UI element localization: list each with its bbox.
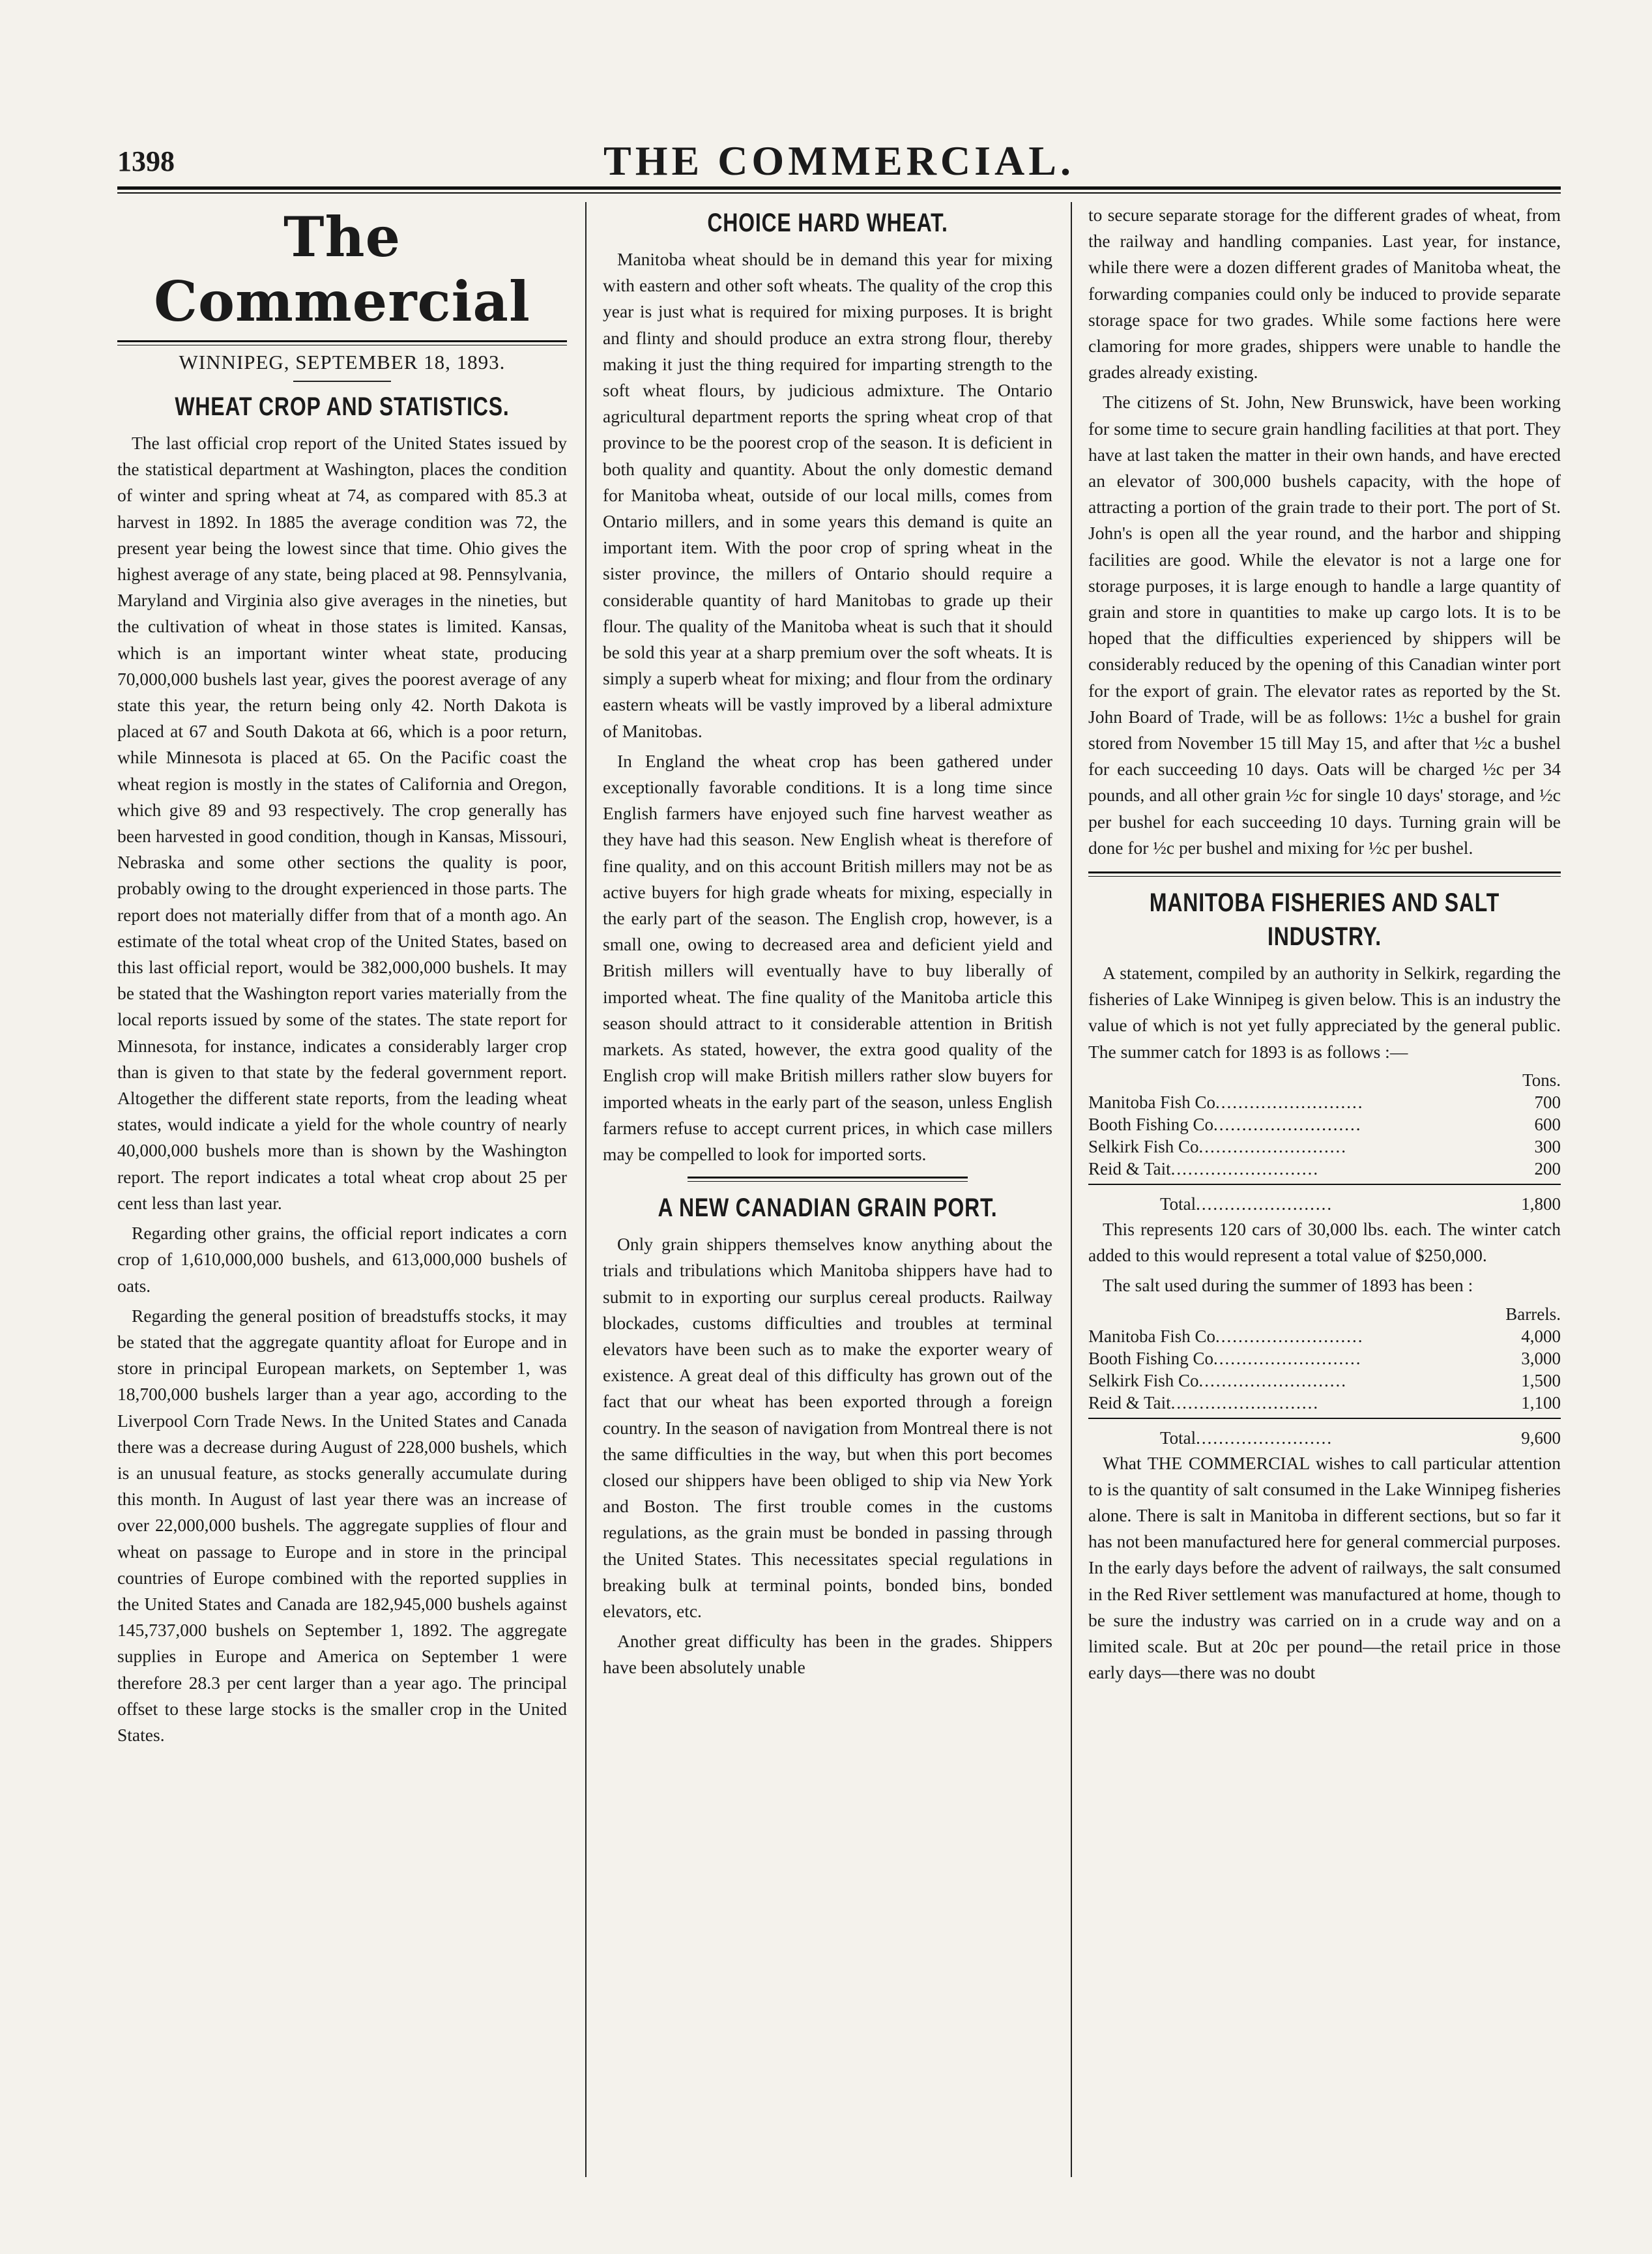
- leader-dots: ..........................: [1213, 1114, 1362, 1134]
- paragraph: In England the wheat crop has been gathered under exceptionally favorable conditions. It is a long time since English farmers have enjoyed such fine harvest weather as they have had this season. New English wheat is therefore of fine quality, and on this account British millers may not be as active buyers for high grade wheats for mixing, especially in the early part of the season. The English crop, however, is a small one, owing to decreased area and deficient yield and British millers will eventually have to buy liberally of imported wheat. The fine quality of the Manitoba article this season should attract to it considerable attention in British markets. As stated, however, the extra good quality of the English crop will make British millers rather slow buyers for imported wheats in the early part of the season, unless English farmers refuse to accept current prices, in which case millers may be compelled to look for imported sorts.: [603, 750, 1052, 1164]
- table-row: [1088, 1135, 1561, 1158]
- article-heading-grain-port: A NEW CANADIAN GRAIN PORT.: [658, 1193, 998, 1223]
- table-row: [1088, 1158, 1561, 1180]
- paragraph: The citizens of St. John, New Brunswick, have been working for some time to secure grain handling facilities at that port. They have at last taken the matter in their own hands, and have erected an elevator of 300,000 bushels capacity, with the hope of attracting a portion of the grain trade to their port. The port of St. John's is open all the year round, and the harbor and shipping facilities are good. While the elevator is not a large one for storage purposes, it is large enough to handle a large quantity of grain and store in quantities to make up cargo lots. It is to be hoped that the difficulties experienced by shippers will be considerably reduced by the opening of this Canadian winter port for the export of grain. The elevator rates as reported by the St. John Board of Trade, will be as follows: 1½c a bushel for grain stored from November 15 till May 15, and after that ½c a bushel for each succeeding 10 days. Oats will be charged ½c per 34 pounds, and all other grain ½c for single 10 days' storage, and ½c per bushel for each succeeding 10 days. Turning grain will be done for ½c per bushel and mixing for ½c per bushel.: [1088, 392, 1561, 858]
- total-rule: [1088, 1184, 1561, 1185]
- leader-dots: ..........................: [1213, 1348, 1362, 1368]
- dateline-rule: [293, 381, 391, 382]
- table-row: [1088, 1113, 1561, 1135]
- company-name: Selkirk Fish Co: [1088, 1136, 1199, 1156]
- catch-total: [1088, 1188, 1561, 1215]
- leader-dots: ..........................: [1170, 1158, 1320, 1178]
- article-separator: [688, 1177, 968, 1182]
- dateline: WINNIPEG, SEPTEMBER 18, 1893.: [179, 351, 506, 373]
- leader-dots: ........................: [1196, 1193, 1333, 1214]
- leader-dots: ..........................: [1215, 1326, 1364, 1346]
- table-row: [1088, 1347, 1561, 1369]
- article-heading-choice-wheat: CHOICE HARD WHEAT.: [707, 209, 948, 237]
- total-row: [1088, 1188, 1561, 1215]
- column-rule: [1071, 202, 1072, 2177]
- table-row: [1088, 1325, 1561, 1347]
- leader-dots: ..........................: [1215, 1092, 1364, 1112]
- paragraph: Regarding the general position of breadstuffs stocks, it may be stated that the aggregate quantity afloat for Europe and in store in principal European markets, on September 1, was 18,700,000 bushels larger than a year ago, according to the Liverpool Corn Trade News. In the United States and Canada there was a decrease during August of 228,000 bushels, which is an unusual feature, as stocks generally accumulate during this month. In August of last year there was an increase of over 22,000,000 bushels. The aggregate supplies of flour and wheat on passage to Europe and in store in the principal countries of Europe combined with the reported supplies in the United States and Canada are 182,945,000 bushels against 145,737,000 bushels on September 1, 1892. The aggregate supplies in Europe and America on September 1 were therefore 28.3 per cent larger than a year ago. The principal offset to these large stocks is the smaller crop in the United States.: [117, 1305, 567, 1745]
- page-number: 1398: [117, 145, 175, 177]
- barrels-value: 1,500: [1521, 1370, 1561, 1390]
- running-head: [117, 130, 1561, 189]
- total-rule: [1088, 1418, 1561, 1419]
- table-row: [1088, 1369, 1561, 1392]
- columns: [117, 202, 1561, 2177]
- tons-value: 600: [1534, 1114, 1561, 1134]
- leader-dots: ........................: [1196, 1427, 1333, 1448]
- tons-value: 700: [1534, 1092, 1561, 1112]
- leader-dots: ..........................: [1198, 1136, 1348, 1156]
- paragraph: Regarding other grains, the official report indicates a corn crop of 1,610,000,000 bushels, and 613,000,000 bushels of oats.: [117, 1223, 567, 1296]
- column-1: [117, 202, 567, 2177]
- leader-dots: ..........................: [1198, 1370, 1348, 1390]
- paragraph: The last official crop report of the United States issued by the statistical department at Washington, places the condition of winter and spring wheat at 74, as compared with 85.3 at harvest in 1892. In 1885 the average condition was 72, the present year being the lowest since that time. Ohio gives the highest average of any state, being placed at 98. Pennsylvania, Maryland and Virginia also give averages in the nineties, but the cultivation of wheat in those states is limited. Kansas, which is an important winter wheat state, producing 70,000,000 bushels last year, gives the poorest average of any state this year, the return being only 42. North Dakota is placed at 67 and South Dakota at 66, which is a poor return, while Minnesota is placed at 65. On the Pacific coast the wheat region is mostly in the states of California and Oregon, which give 89 and 93 respectively. The crop generally has been harvested in good condition, though in Kansas, Missouri, Nebraska and some other sections the quality is poor, probably owing to the drought experienced in those parts. The report does not materially differ from that of a month ago. An estimate of the total wheat crop of the United States, based on this last official report, would be 382,000,000 bushels. It may be stated that the Washington report varies materially from the local reports issued by some of the states. The state report for Minnesota, for instance, indicates a considerably larger crop than is given to that state by the federal government report. Altogether the different state reports, from the leading wheat states, would indicate a yield for the whole country of nearly 40,000,000 bushels more than is shown by the Washington report. The report indicates a total wheat crop about 25 per cent less than last year.: [117, 433, 567, 1213]
- table-row: [1088, 1392, 1561, 1414]
- barrels-value: 3,000: [1521, 1348, 1561, 1368]
- total-label: Total: [1160, 1427, 1196, 1448]
- table-row: [1088, 1091, 1561, 1113]
- company-name: Reid & Tait: [1088, 1392, 1171, 1412]
- unit-label: Barrels.: [1505, 1304, 1561, 1324]
- paragraph: Manitoba wheat should be in demand this year for mixing with eastern and other soft wheats. The quality of the crop this year is just what is required for mixing purposes. It is bright and flinty and should produce an extra strong flour, thereby making it just the thing required for imparting strength to the soft wheat flours, by judicious admixture. The Ontario agricultural department reports the spring wheat crop of that province to be the poorest crop of the season. It is deficient in both quality and quantity. About the only domestic demand for Manitoba wheat, outside of our local mills, comes from Ontario millers, and in some years this demand is quite an important item. With the poor crop of spring wheat in the sister province, the millers of Ontario should require a considerable quantity of hard Manitobas to grade up their flour. The quality of the Manitoba wheat is such that it should be sold this year at a sharp premium over the soft wheats. It is simply a superb wheat for mixing; and flour from the ordinary eastern wheats will be vastly improved by a liberal admixture of Manitobas.: [603, 249, 1052, 741]
- masthead: THE COMMERCIAL.: [603, 138, 1075, 184]
- column-3: [1088, 202, 1561, 2177]
- nameplate-rule: [117, 340, 567, 345]
- company-name: Reid & Tait: [1088, 1158, 1171, 1178]
- company-name: Manitoba Fish Co: [1088, 1092, 1216, 1112]
- column-2: [603, 202, 1052, 2177]
- total-label: Total: [1160, 1193, 1196, 1214]
- paragraph: Another great difficulty has been in the grades. Shippers have been absolutely unable: [603, 1631, 1052, 1678]
- paragraph: The salt used during the summer of 1893 has been :: [1103, 1275, 1473, 1296]
- company-name: Selkirk Fish Co: [1088, 1370, 1199, 1390]
- catch-table: [1088, 1069, 1561, 1180]
- paragraph: Only grain shippers themselves know anything about the trials and tribulations which Manitoba shippers have had to submit to in exporting our surplus cereal products. Railway blockades, customs difficulties and troubles at terminal elevators have been such as to make the exporter weary of existence. A great deal of this difficulty has grown out of the fact that our wheat has been exported through a foreign country. In the season of navigation from Montreal there is not the same difficulties in the way, but when this port becomes closed our shippers have been obliged to ship via New York and Boston. The first trouble comes in the customs regulations, as the grain must be bonded in passing through the United States. This necessitates special regulations in breaking bulk at terminal points, bonded bins, bonded elevators, etc.: [603, 1234, 1052, 1621]
- tons-value: 300: [1534, 1136, 1561, 1156]
- leader-dots: ..........................: [1170, 1392, 1320, 1412]
- company-name: Booth Fishing Co: [1088, 1114, 1214, 1134]
- unit-label: Tons.: [1522, 1070, 1561, 1090]
- column-rule: [585, 202, 587, 2177]
- nameplate: The Commercial: [154, 205, 530, 334]
- header-rule: [117, 186, 1561, 190]
- company-name: Booth Fishing Co: [1088, 1348, 1214, 1368]
- paragraph: A statement, compiled by an authority in Selkirk, regarding the fisheries of Lake Winnipeg is given below. This is an industry the value of which is not yet fully appreciated by the general public. The summer catch for 1893 is as follows :—: [1088, 963, 1561, 1062]
- header-rule-thin: [117, 192, 1561, 194]
- article-heading-fisheries: MANITOBA FISHERIES AND SALT INDUSTRY.: [1149, 888, 1500, 952]
- total-value: 1,800: [1521, 1193, 1561, 1214]
- article-separator: [1088, 871, 1561, 877]
- total-value: 9,600: [1521, 1427, 1561, 1448]
- newspaper-page: [117, 130, 1561, 2177]
- paragraph: This represents 120 cars of 30,000 lbs. each. The winter catch added to this would represent a total value of $250,000.: [1088, 1218, 1561, 1266]
- total-row: [1088, 1422, 1561, 1449]
- paragraph: What THE COMMERCIAL wishes to call particular attention to is the quantity of salt consumed in the Lake Winnipeg fisheries alone. There is salt in Manitoba in different sections, but so far it has not been manufactured here for general commercial purposes. In the early days before the advent of railways, the salt consumed in the Red River settlement was manufactured at home, though to be sure the industry was carried on in a crude way and on a limited scale. But at 20c per pound—the retail price in those early days—there was no doubt: [1088, 1452, 1561, 1683]
- paragraph: to secure separate storage for the different grades of wheat, from the railway and handling companies. Last year, for instance, while there were a dozen different grades of Manitoba wheat, the forwarding companies could only be induced to provide separate storage space for two grades. While some factions here were clamoring for more grades, shippers were unable to handle the grades already existing.: [1088, 205, 1561, 383]
- barrels-value: 4,000: [1521, 1326, 1561, 1346]
- salt-table: [1088, 1303, 1561, 1414]
- salt-total: [1088, 1422, 1561, 1449]
- barrels-value: 1,100: [1521, 1392, 1561, 1412]
- tons-value: 200: [1534, 1158, 1561, 1178]
- company-name: Manitoba Fish Co: [1088, 1326, 1216, 1346]
- article-heading-wheat-crop: WHEAT CROP AND STATISTICS.: [175, 392, 510, 421]
